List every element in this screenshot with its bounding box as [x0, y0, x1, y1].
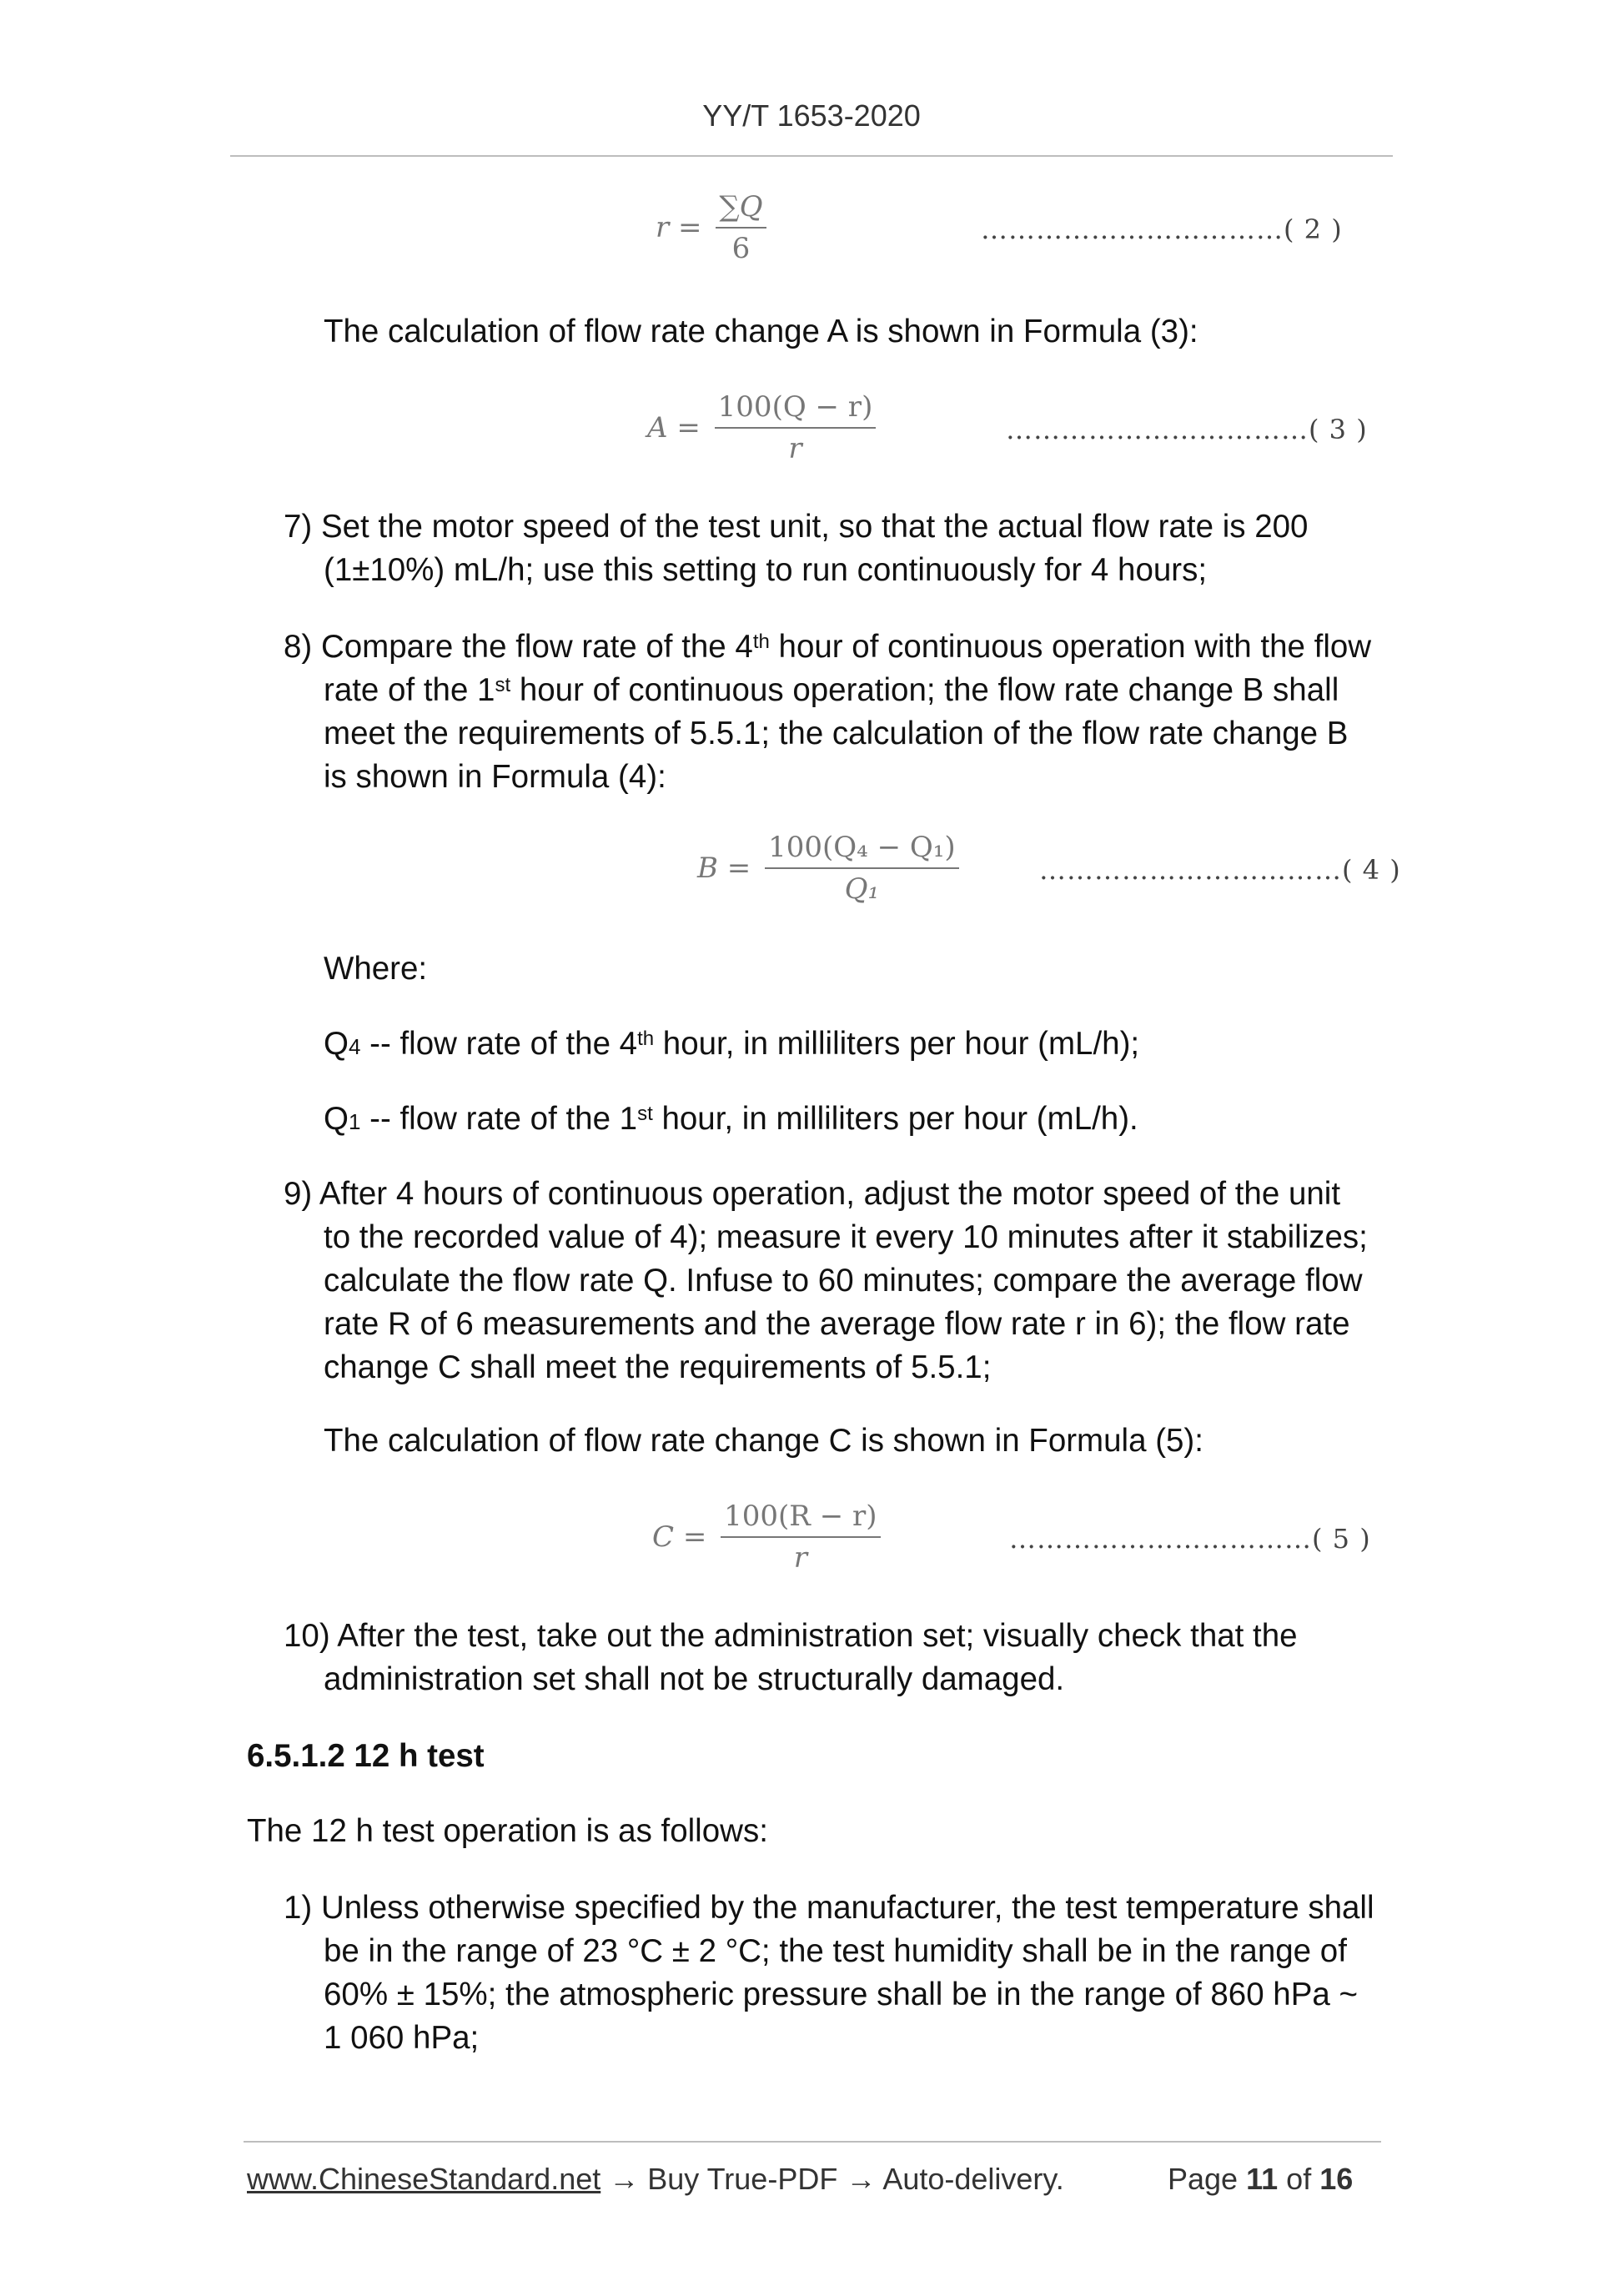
list-item-10-line-2: administration set shall not be structurally damaged. [324, 1661, 1065, 1697]
list-item-9-line-1: After 4 hours of continuous operation, adjust the motor speed of the unit [319, 1176, 1341, 1212]
formula-3-fraction [715, 390, 877, 465]
section-list-item-1-line-4: 1 060 hPa; [324, 2020, 480, 2056]
formula-2 [656, 190, 766, 265]
site-link[interactable]: www.ChineseStandard.net [247, 2162, 601, 2196]
list-item-7-number: 7) [284, 509, 313, 545]
document-standard-number: YY/T 1653-2020 [702, 98, 921, 133]
formula-5-fraction [721, 1500, 880, 1575]
list-item-8-sup-2: st [495, 674, 511, 696]
section-list-item-1-line-2: be in the range of 23 °C ± 2 °C; the test humidity shall be in the range of [324, 1933, 1347, 1969]
section-list-item-1-line-1: Unless otherwise specified by the manufacturer, the test temperature shall [320, 1890, 1374, 1926]
where-label: Where: [324, 951, 428, 987]
list-item-8-sup-1: th [752, 631, 770, 653]
definition-q1-sup: st [637, 1103, 653, 1125]
definition-q4 [324, 1022, 1388, 1068]
list-item-9-number: 9) [284, 1176, 313, 1212]
page-indicator [1168, 2162, 1353, 2197]
section-list-item-1-line-3: 60% ± 15%; the atmospheric pressure shall be in the range of 860 hPa ~ [324, 1977, 1358, 2012]
page-word: Page [1168, 2162, 1239, 2196]
section-list-item-1-number: 1) [284, 1890, 313, 1926]
formula-5-number: ……………………………( 5 ) [1009, 1523, 1371, 1555]
list-item-8-text-d: hour of continuous operation; the flow rate change B shall [510, 672, 1339, 708]
list-item-10 [284, 1615, 1388, 1701]
formula-4-numerator: 100(Q₄ − Q₁) [765, 831, 959, 869]
list-item-8 [284, 625, 1388, 799]
page-total: 16 [1319, 2162, 1354, 2196]
definition-q1-text-b: hour, in milliliters per hour (mL/h). [652, 1101, 1138, 1137]
section-heading: 6.5.1.2 12 h test [247, 1738, 485, 1774]
list-item-7-line-2: (1±10%) mL/h; use this setting to run continuously for 4 hours; [324, 552, 1208, 588]
definition-q1-text-a: -- flow rate of the 1 [360, 1101, 638, 1137]
formula-4 [697, 831, 959, 906]
list-item-10-line-1: After the test, take out the administration set; visually check that the [337, 1618, 1298, 1654]
formula-4-lhs: B = [697, 852, 751, 885]
formula-2-numerator: ∑Q [716, 190, 766, 229]
list-item-8-text-b: hour of continuous operation with the flow [769, 629, 1372, 665]
formula-5-denominator: r [793, 1541, 807, 1575]
list-item-7 [284, 505, 1388, 592]
formula-3-lhs: A = [647, 411, 701, 445]
list-item-8-number: 8) [284, 629, 313, 665]
formula-2-lhs: r = [656, 211, 702, 244]
formula-5 [652, 1500, 881, 1575]
formula-2-fraction [716, 190, 766, 265]
formula-3-number: ……………………………( 3 ) [1006, 414, 1368, 445]
footer-divider [244, 2141, 1381, 2143]
definition-q1-subscript: 1 [348, 1109, 361, 1134]
list-item-7-line-1: Set the motor speed of the test unit, so that the actual flow rate is 200 [320, 509, 1309, 545]
footer-tagline: → Buy True-PDF → Auto-delivery. [600, 2162, 1064, 2196]
page-number: 11 [1246, 2162, 1279, 2196]
formula-5-numerator: 100(R − r) [721, 1500, 880, 1538]
formula-3 [647, 390, 876, 465]
list-item-8-text-c: rate of the 1 [324, 672, 495, 708]
list-item-8-text-a: Compare the flow rate of the 4 [320, 629, 753, 665]
header-divider [230, 155, 1393, 157]
paragraph-calc-a: The calculation of flow rate change A is shown in Formula (3): [324, 314, 1198, 349]
definition-q4-sup: th [637, 1027, 655, 1050]
definition-q1-symbol: Q [324, 1101, 349, 1137]
list-item-9-line-2: to the recorded value of 4); measure it every 10 minutes after it stabilizes; [324, 1219, 1368, 1255]
definition-q4-symbol: Q [324, 1026, 349, 1062]
list-item-9-line-5: change C shall meet the requirements of 5.5.1; [324, 1349, 992, 1385]
formula-4-number: ……………………………( 4 ) [1039, 854, 1401, 886]
formula-4-denominator: Q₁ [844, 872, 880, 906]
formula-3-numerator: 100(Q − r) [715, 390, 877, 429]
paragraph-calc-c: The calculation of flow rate change C is shown in Formula (5): [324, 1423, 1203, 1459]
section-list-item-1 [284, 1887, 1388, 2060]
definition-q1 [324, 1098, 1388, 1143]
formula-3-denominator: r [788, 432, 802, 465]
section-intro: The 12 h test operation is as follows: [247, 1813, 768, 1849]
definition-q4-text-b: hour, in milliliters per hour (mL/h); [654, 1026, 1140, 1062]
formula-2-number: ……………………………( 2 ) [981, 214, 1343, 245]
footer-left [247, 2162, 1064, 2197]
formula-4-fraction [765, 831, 959, 906]
list-item-8-line-3: meet the requirements of 5.5.1; the calculation of the flow rate change B [324, 716, 1349, 751]
list-item-9-line-3: calculate the flow rate Q. Infuse to 60 minutes; compare the average flow [324, 1263, 1363, 1299]
list-item-10-number: 10) [284, 1618, 330, 1654]
of-word: of [1286, 2162, 1312, 2196]
definition-q4-subscript: 4 [348, 1034, 361, 1059]
formula-2-denominator: 6 [731, 232, 751, 265]
list-item-8-line-4: is shown in Formula (4): [324, 759, 666, 795]
formula-5-lhs: C = [652, 1520, 707, 1554]
list-item-9-line-4: rate R of 6 measurements and the average flow rate r in 6); the flow rate [324, 1306, 1350, 1342]
definition-q4-text-a: -- flow rate of the 4 [360, 1026, 638, 1062]
list-item-9 [284, 1173, 1388, 1389]
